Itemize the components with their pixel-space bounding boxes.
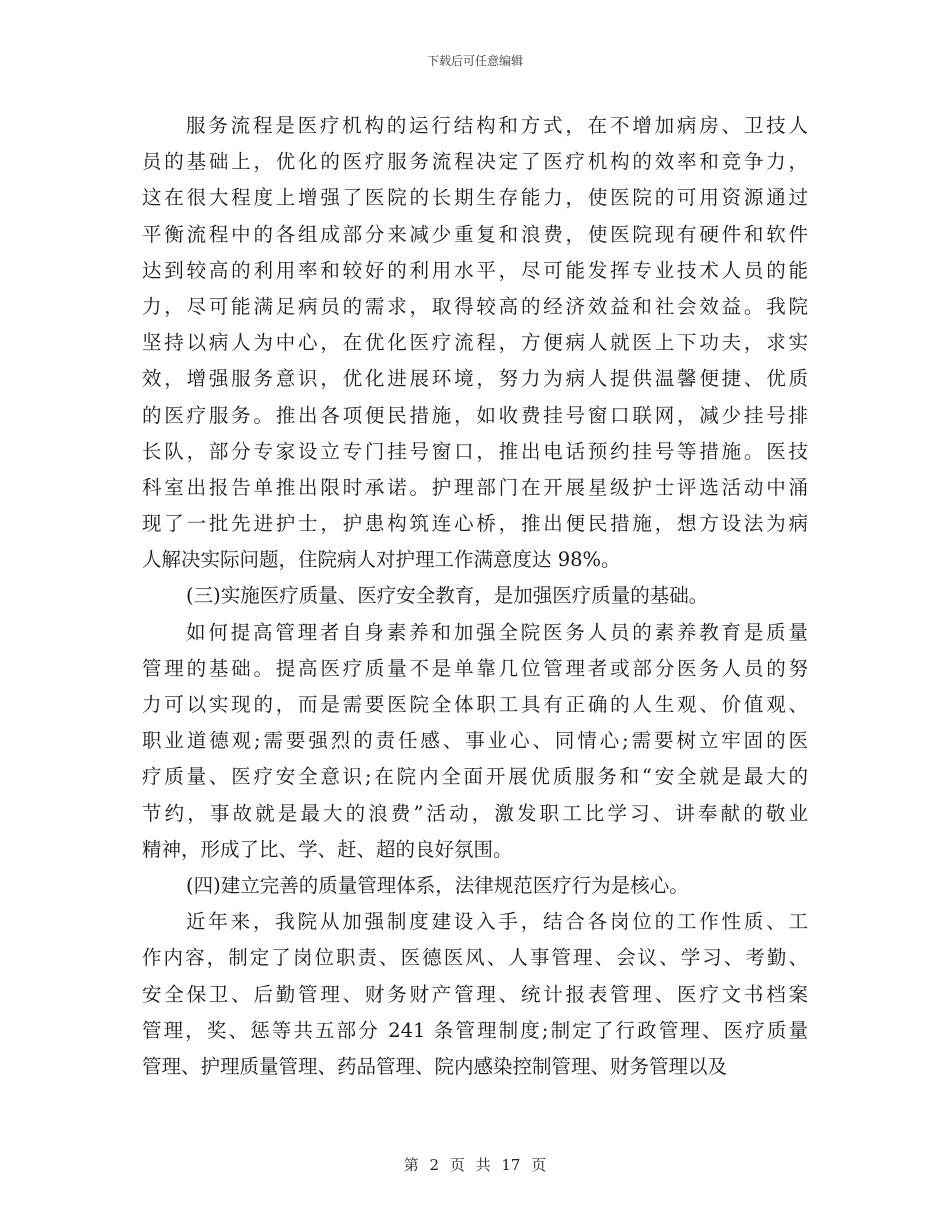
- text-line: 的医疗服务。推出各项便民措施，如收费挂号窗口联网，减少挂号排: [142, 403, 808, 427]
- text-line: 平衡流程中的各组成部分来减少重复和浪费，使医院现有硬件和软件: [142, 222, 808, 246]
- text-line: 力可以实现的，而是需要医院全体职工具有正确的人生观、价值观、: [142, 693, 808, 716]
- text-line: 力，尽可能满足病员的需求，取得较高的经济效益和社会效益。我院: [142, 294, 808, 318]
- text-line: 管理，奖、惩等共五部分 241 条管理制度;制定了行政管理、医疗质量: [142, 1018, 808, 1042]
- text-line: 作内容，制定了岗位职责、医德医风、人事管理、会议、学习、考勤、: [142, 946, 808, 970]
- page-number: 第 2 页 共 17 页: [403, 1156, 547, 1174]
- text-line: 人解决实际问题，住院病人对护理工作满意度达 98%。: [142, 548, 621, 572]
- text-line: 达到较高的利用率和较好的利用水平，尽可能发挥专业技术人员的能: [142, 258, 808, 282]
- paragraph: [142, 868, 808, 904]
- paragraph: [142, 615, 808, 868]
- text-line: 服务流程是医疗机构的运行结构和方式，在不增加病房、卫技人: [186, 114, 808, 137]
- text-line: 科室出报告单推出限时承诺。护理部门在开展星级护士评选活动中涌: [142, 475, 808, 499]
- paragraph: [142, 578, 808, 614]
- page-header-note: 下载后可任意编辑: [426, 54, 523, 68]
- text-line: 安全保卫、后勤管理、财务财产管理、统计报表管理、医疗文书档案: [142, 982, 808, 1006]
- text-line: 管理的基础。提高医疗质量不是单靠几位管理者或部分医务人员的努: [142, 656, 808, 680]
- text-line: 员的基础上，优化的医疗服务流程决定了医疗机构的效率和竞争力，: [142, 150, 808, 174]
- text-line: 节约，事故就是最大的浪费”活动，激发职工比学习、讲奉献的敬业: [142, 801, 808, 825]
- paragraph: [142, 904, 808, 1085]
- text-line: 效，增强服务意识，优化进展环境，努力为病人提供温馨便捷、优质: [142, 367, 808, 391]
- text-line: 现了一批先进护士，护患构筑连心桥，推出便民措施，想方设法为病: [142, 512, 808, 536]
- document-body: [142, 108, 808, 1085]
- text-line: 职业道德观;需要强烈的责任感、事业心、同情心;需要树立牢固的医: [142, 729, 808, 753]
- text-line: (四)建立完善的质量管理体系，法律规范医疗行为是核心。: [186, 873, 689, 897]
- text-line: (三)实施医疗质量、医疗安全教育，是加强医疗质量的基础。: [186, 584, 709, 608]
- text-line: 管理、护理质量管理、药品管理、院内感染控制管理、财务管理以及: [142, 1054, 728, 1078]
- text-line: 这在很大程度上增强了医院的长期生存能力，使医院的可用资源通过: [142, 186, 808, 210]
- text-line: 坚持以病人为中心，在优化医疗流程，方便病人就医上下功夫，求实: [142, 331, 808, 355]
- text-line: 长队，部分专家设立专门挂号窗口，推出电话预约挂号等措施。医技: [142, 439, 808, 463]
- text-line: 精神，形成了比、学、赶、超的良好氛围。: [142, 837, 513, 861]
- text-line: 近年来，我院从加强制度建设入手，结合各岗位的工作性质、工: [186, 910, 808, 934]
- text-line: 疗质量、医疗安全意识;在院内全面开展优质服务和“安全就是最大的: [142, 765, 808, 789]
- text-line: 如何提高管理者自身素养和加强全院医务人员的素养教育是质量: [186, 620, 808, 644]
- paragraph: [142, 108, 808, 578]
